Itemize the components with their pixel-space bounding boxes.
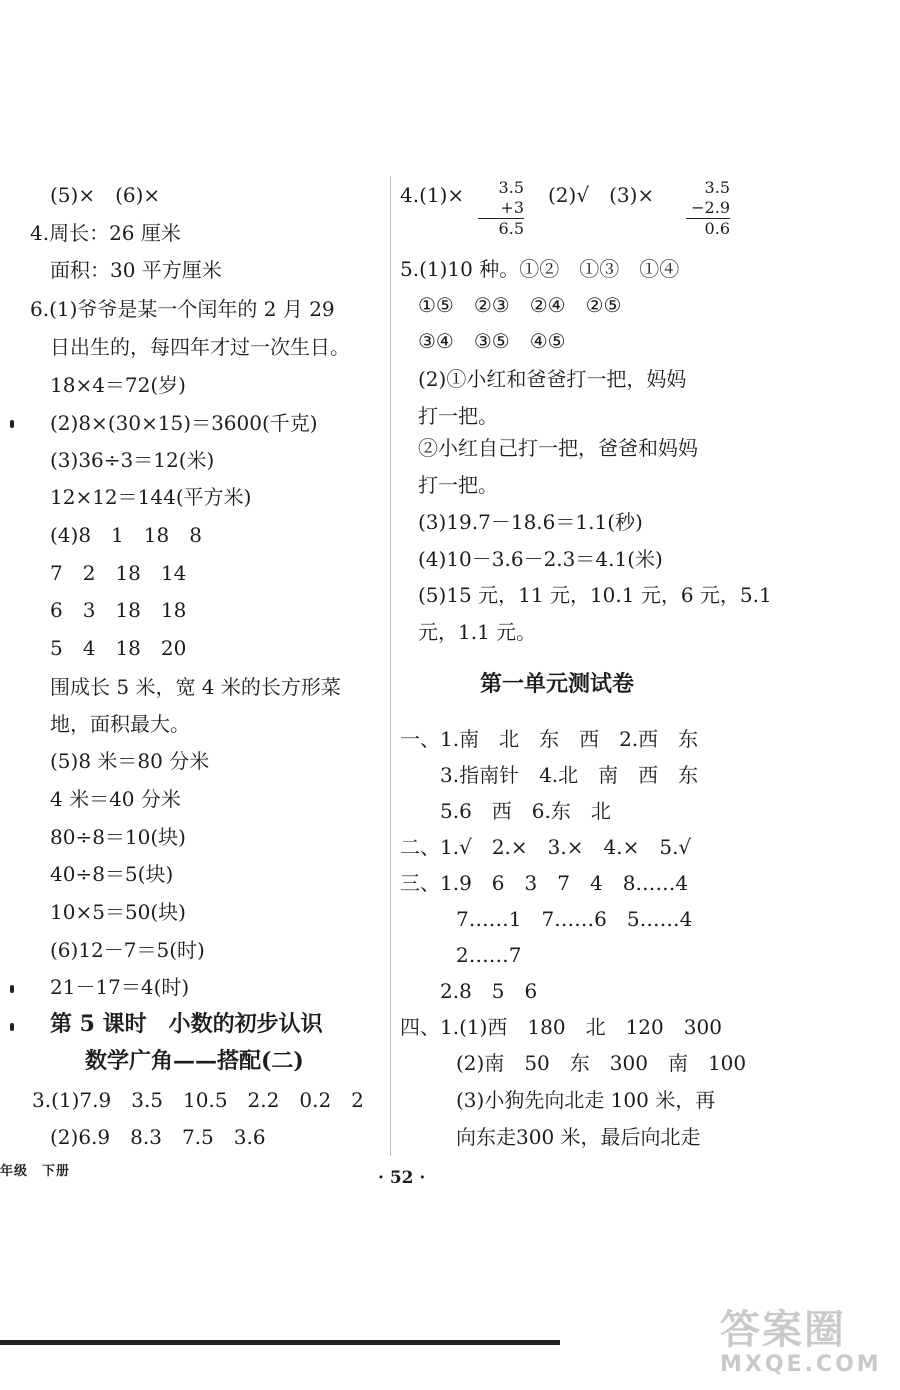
page-number: · 52 · [378, 1168, 426, 1188]
test-line: 3.指南针 4.北 南 西 东 [440, 763, 699, 787]
watermark-url: MXQE.COM [720, 1352, 882, 1377]
left-line: 12×12＝144(平方米) [50, 485, 252, 509]
lesson-subheading: 数学广角——搭配(二) [85, 1048, 304, 1074]
test-line: 2……7 [456, 943, 522, 967]
left-line: (6)12－7＝5(时) [50, 938, 205, 962]
test-line: 二、1.√ 2.× 3.× 4.× 5.√ [400, 835, 692, 859]
bottom-rule [0, 1340, 560, 1345]
left-line: 10×5＝50(块) [50, 900, 186, 924]
test-line: 向东走300 米，最后向北走 [456, 1125, 701, 1149]
right-line: (5)15 元，11 元，10.1 元，6 元，5.1 [418, 583, 772, 607]
vertical-calc-addition [478, 178, 524, 239]
right-line: 5.(1)10 种。①② ①③ ①④ [400, 257, 680, 281]
left-line: 日出生的，每四年才过一次生日。 [50, 335, 350, 359]
column-divider [390, 176, 391, 1156]
calc-result: 6.5 [498, 219, 524, 238]
calc-operand: −2.9 [691, 198, 730, 217]
left-line: 6.(1)爷爷是某一个闰年的 2 月 29 [30, 297, 335, 321]
test-line: 三、1.9 6 3 7 4 8……4 [400, 871, 689, 895]
right-line: ③④ ③⑤ ④⑤ [418, 329, 566, 353]
right-line: 打一把。 [418, 473, 498, 497]
left-line: 6 3 18 18 [50, 598, 187, 622]
right-line: (4)10－3.6－2.3＝4.1(米) [418, 547, 663, 571]
margin-mark [10, 985, 14, 993]
left-line: 18×4＝72(岁) [50, 373, 186, 397]
test-line: 5.6 西 6.东 北 [440, 799, 611, 823]
left-line: 80÷8＝10(块) [50, 825, 186, 849]
right-line: (2)①小红和爸爸打一把，妈妈 [418, 367, 687, 391]
q4-mid: (2)√ (3)× [548, 183, 655, 207]
calc-top: 3.5 [498, 178, 524, 197]
calc-result: 0.6 [704, 219, 730, 238]
watermark-logo [720, 1308, 890, 1386]
left-line: 5 4 18 20 [50, 636, 187, 660]
section-title: 第一单元测试卷 [480, 671, 635, 697]
left-line: 地，面积最大。 [50, 712, 190, 736]
margin-mark [10, 1023, 14, 1031]
q4-prefix: 4.(1)× [400, 183, 465, 207]
left-line: 40÷8＝5(块) [50, 862, 174, 886]
left-line: 21－17＝4(时) [50, 975, 190, 999]
right-line: 元，1.1 元。 [418, 620, 537, 644]
test-line: 一、1.南 北 东 西 2.西 东 [400, 727, 699, 751]
right-line: ②小红自己打一把，爸爸和妈妈 [418, 436, 698, 460]
left-line: (2)6.9 8.3 7.5 3.6 [50, 1125, 266, 1149]
left-line: 4.周长：26 厘米 [30, 221, 181, 245]
right-line: 打一把。 [418, 404, 498, 428]
left-line: (3)36÷3＝12(米) [50, 448, 215, 472]
left-line: 3.(1)7.9 3.5 10.5 2.2 0.2 2 [32, 1088, 364, 1112]
left-line: 面积：30 平方厘米 [50, 258, 222, 282]
calc-operand: +3 [500, 198, 524, 217]
grade-label: 年级 下册 [0, 1164, 71, 1179]
left-line: 4 米＝40 分米 [50, 787, 181, 811]
lesson-heading: 第 5 课时 小数的初步认识 [50, 1011, 323, 1037]
left-line: 围成长 5 米，宽 4 米的长方形菜 [50, 675, 341, 699]
test-line: 7……1 7……6 5……4 [456, 907, 693, 931]
test-line: 四、1.(1)西 180 北 120 300 [400, 1015, 722, 1039]
margin-mark [10, 420, 14, 428]
left-line: (5)8 米＝80 分米 [50, 749, 210, 773]
vertical-calc-subtraction [686, 178, 730, 239]
right-line: (3)19.7－18.6＝1.1(秒) [418, 510, 643, 534]
test-line: (2)南 50 东 300 南 100 [456, 1051, 747, 1075]
test-line: (3)小狗先向北走 100 米，再 [456, 1088, 716, 1112]
left-line: 7 2 18 14 [50, 561, 187, 585]
right-line: ①⑤ ②③ ②④ ②⑤ [418, 293, 622, 317]
left-line: (2)8×(30×15)＝3600(千克) [50, 411, 318, 435]
left-line: (4)8 1 18 8 [50, 523, 202, 547]
calc-top: 3.5 [704, 178, 730, 197]
left-line: (5)× (6)× [50, 183, 161, 207]
watermark-title: 答案圈 [720, 1307, 846, 1353]
test-line: 2.8 5 6 [440, 979, 538, 1003]
